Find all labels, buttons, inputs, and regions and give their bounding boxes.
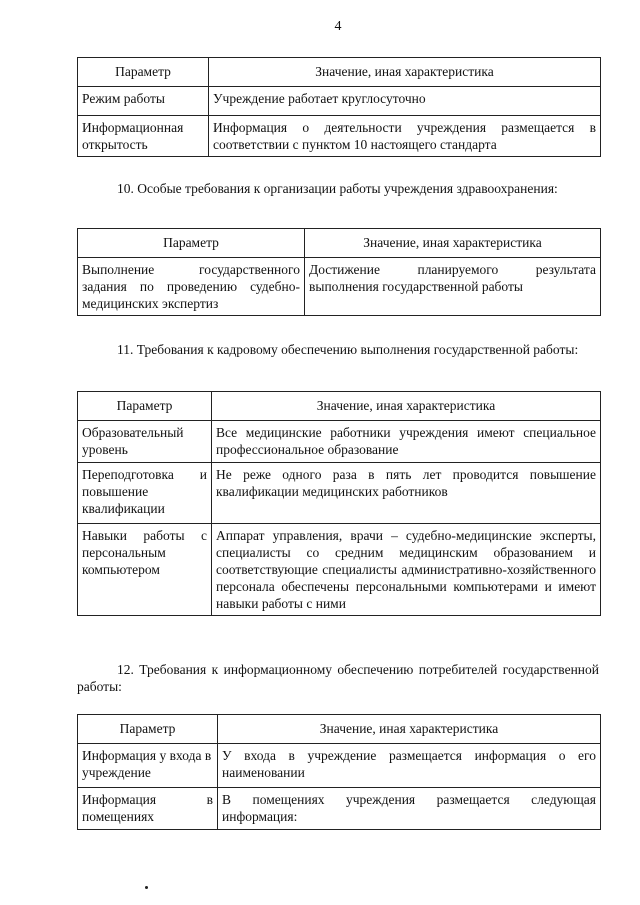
- table-operating-info: [77, 57, 601, 157]
- table-header-row: [78, 715, 601, 744]
- header-parameter: Параметр: [78, 58, 209, 87]
- param-cell: Информационная открытость: [78, 116, 209, 157]
- value-cell: Информация о деятельности учреждения размещается в соответствии с пунктом 10 настоящего стандарта: [209, 116, 601, 157]
- table-row: [78, 524, 601, 616]
- scan-speck: [145, 886, 148, 889]
- section-11-heading: [77, 341, 599, 358]
- value-cell: Не реже одного раза в пять лет проводится повышение квалификации медицинских работников: [212, 463, 601, 524]
- param-cell: Переподготовка и повышение квалификации: [78, 463, 212, 524]
- table-row: [78, 788, 601, 830]
- value-cell: Все медицинские работники учреждения имеют специальное профессиональное образование: [212, 421, 601, 463]
- value-cell: В помещениях учреждения размещается следующая информация:: [218, 788, 601, 830]
- header-parameter: Параметр: [78, 715, 218, 744]
- table-staffing: [77, 391, 601, 616]
- table-row: [78, 258, 601, 316]
- header-parameter: Параметр: [78, 392, 212, 421]
- section-10-heading: [77, 180, 599, 197]
- header-value: Значение, иная характеристика: [218, 715, 601, 744]
- section-12-text: 12. Требования к информационному обеспечению потребителей государственной работы:: [77, 662, 599, 694]
- table-row: [78, 744, 601, 788]
- value-cell: Аппарат управления, врачи – судебно-медицинские эксперты, специалисты со средним медицинским образованием и соответствующие специалисты административно-хозяйственного персонала обеспечены персональными компьютерами и имеют навыки работы с ними: [212, 524, 601, 616]
- table-header-row: [78, 58, 601, 87]
- section-11-text: 11. Требования к кадровому обеспечению выполнения государственной работы:: [117, 342, 579, 357]
- table-header-row: [78, 392, 601, 421]
- value-cell: Учреждение работает круглосуточно: [209, 87, 601, 116]
- table-header-row: [78, 229, 601, 258]
- section-10-text: 10. Особые требования к организации работы учреждения здравоохранения:: [117, 181, 558, 196]
- table-information: [77, 714, 601, 830]
- header-parameter: Параметр: [78, 229, 305, 258]
- table-special-requirements: [77, 228, 601, 316]
- table-row: [78, 421, 601, 463]
- page-number: 4: [334, 19, 342, 34]
- param-cell: Информация у входа в учреждение: [78, 744, 218, 788]
- param-cell: Информация в помещениях: [78, 788, 218, 830]
- header-value: Значение, иная характеристика: [305, 229, 601, 258]
- param-cell: Навыки работы с персональным компьютером: [78, 524, 212, 616]
- table-row: [78, 87, 601, 116]
- param-cell: Образовательный уровень: [78, 421, 212, 463]
- table-row: [78, 116, 601, 157]
- param-cell: Режим работы: [78, 87, 209, 116]
- section-12-heading: [77, 661, 599, 695]
- header-value: Значение, иная характеристика: [212, 392, 601, 421]
- param-cell: Выполнение государственного задания по проведению судебно-медицинских экспертиз: [78, 258, 305, 316]
- header-value: Значение, иная характеристика: [209, 58, 601, 87]
- value-cell: Достижение планируемого результата выполнения государственной работы: [305, 258, 601, 316]
- table-row: [78, 463, 601, 524]
- value-cell: У входа в учреждение размещается информация о его наименовании: [218, 744, 601, 788]
